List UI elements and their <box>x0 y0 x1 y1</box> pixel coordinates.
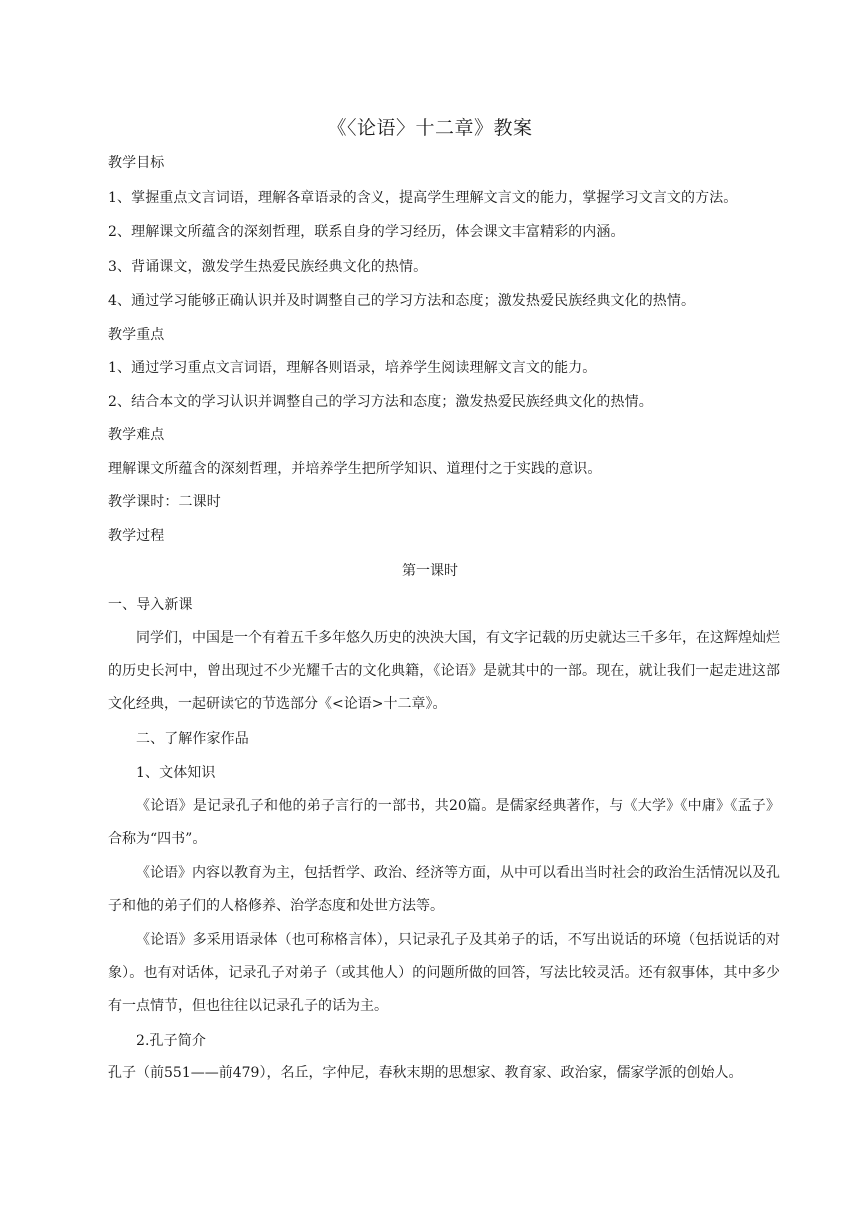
lesson-heading: 第一课时 <box>402 563 458 579</box>
section-heading: 二、了解作家作品 <box>136 731 249 747</box>
intro-paragraph: 同学们，中国是一个有着五千多年悠久历史的泱泱大国，有文字记载的历史就达三千多年，在这辉煌灿烂的历史长河中，曾出现过不少光耀千古的文化典籍，《论语》是就其中的一部。现在，就让我们一起走进这部文化经典，一起研读它的节选部分《<论语>十二章》。 <box>108 630 780 712</box>
process-heading: 教学过程 <box>108 528 165 544</box>
difficulty-heading: 教学难点 <box>108 427 165 443</box>
objective-item: 3、背诵课文，激发学生热爱民族经典文化的热情。 <box>108 259 428 275</box>
confucius-intro: 孔子（前551——前479），名丘，字仲尼，春秋末期的思想家、教育家、政治家，儒家学派的创始人。 <box>108 1065 743 1081</box>
key-point-item: 2、结合本文的学习认识并调整自己的学习方法和态度；激发热爱民族经典文化的热情。 <box>108 394 653 410</box>
page-title: 《〈论语〉十二章》教案 <box>327 117 533 139</box>
content-paragraph: 《论语》内容以教育为主，包括哲学、政治、经济等方面，从中可以看出当时社会的政治生活情况以及孔子和他的弟子们的人格修养、治学态度和处世方法等。 <box>108 865 780 914</box>
objective-item: 2、理解课文所蕴含的深刻哲理，联系自身的学习经历，体会课文丰富精彩的内涵。 <box>108 224 625 240</box>
subsection-heading: 1、文体知识 <box>136 765 216 781</box>
class-hours: 教学课时：二课时 <box>108 494 221 510</box>
objective-item: 4、通过学习能够正确认识并及时调整自己的学习方法和态度；激发热爱民族经典文化的热情。 <box>108 293 696 309</box>
key-points-heading: 教学重点 <box>108 327 165 343</box>
objective-item: 1、掌握重点文言词语，理解各章语录的含义，提高学生理解文言文的能力，掌握学习文言文的方法。 <box>108 190 738 206</box>
key-point-item: 1、通过学习重点文言词语，理解各则语录，培养学生阅读理解文言文的能力。 <box>108 360 597 376</box>
objectives-heading: 教学目标 <box>108 155 165 171</box>
subsection-heading: 2.孔子简介 <box>136 1033 206 1049</box>
difficulty-text: 理解课文所蕴含的深刻哲理，并培养学生把所学知识、道理付之于实践的意识。 <box>108 461 602 477</box>
style-paragraph: 《论语》多采用语录体（也可称格言体），只记录孔子及其弟子的话，不写出说话的环境（包括说话的对象）。也有对话体，记录孔子对弟子（或其他人）的问题所做的回答，写法比较灵活。还有叙事体，其中多少有一点情节，但也往往以记录孔子的话为主。 <box>108 932 780 1014</box>
genre-paragraph: 《论语》是记录孔子和他的弟子言行的一部书，共20篇。是儒家经典著作，与《大学》《中庸》《孟子》合称为“四书”。 <box>108 798 780 847</box>
section-heading: 一、导入新课 <box>108 597 193 613</box>
